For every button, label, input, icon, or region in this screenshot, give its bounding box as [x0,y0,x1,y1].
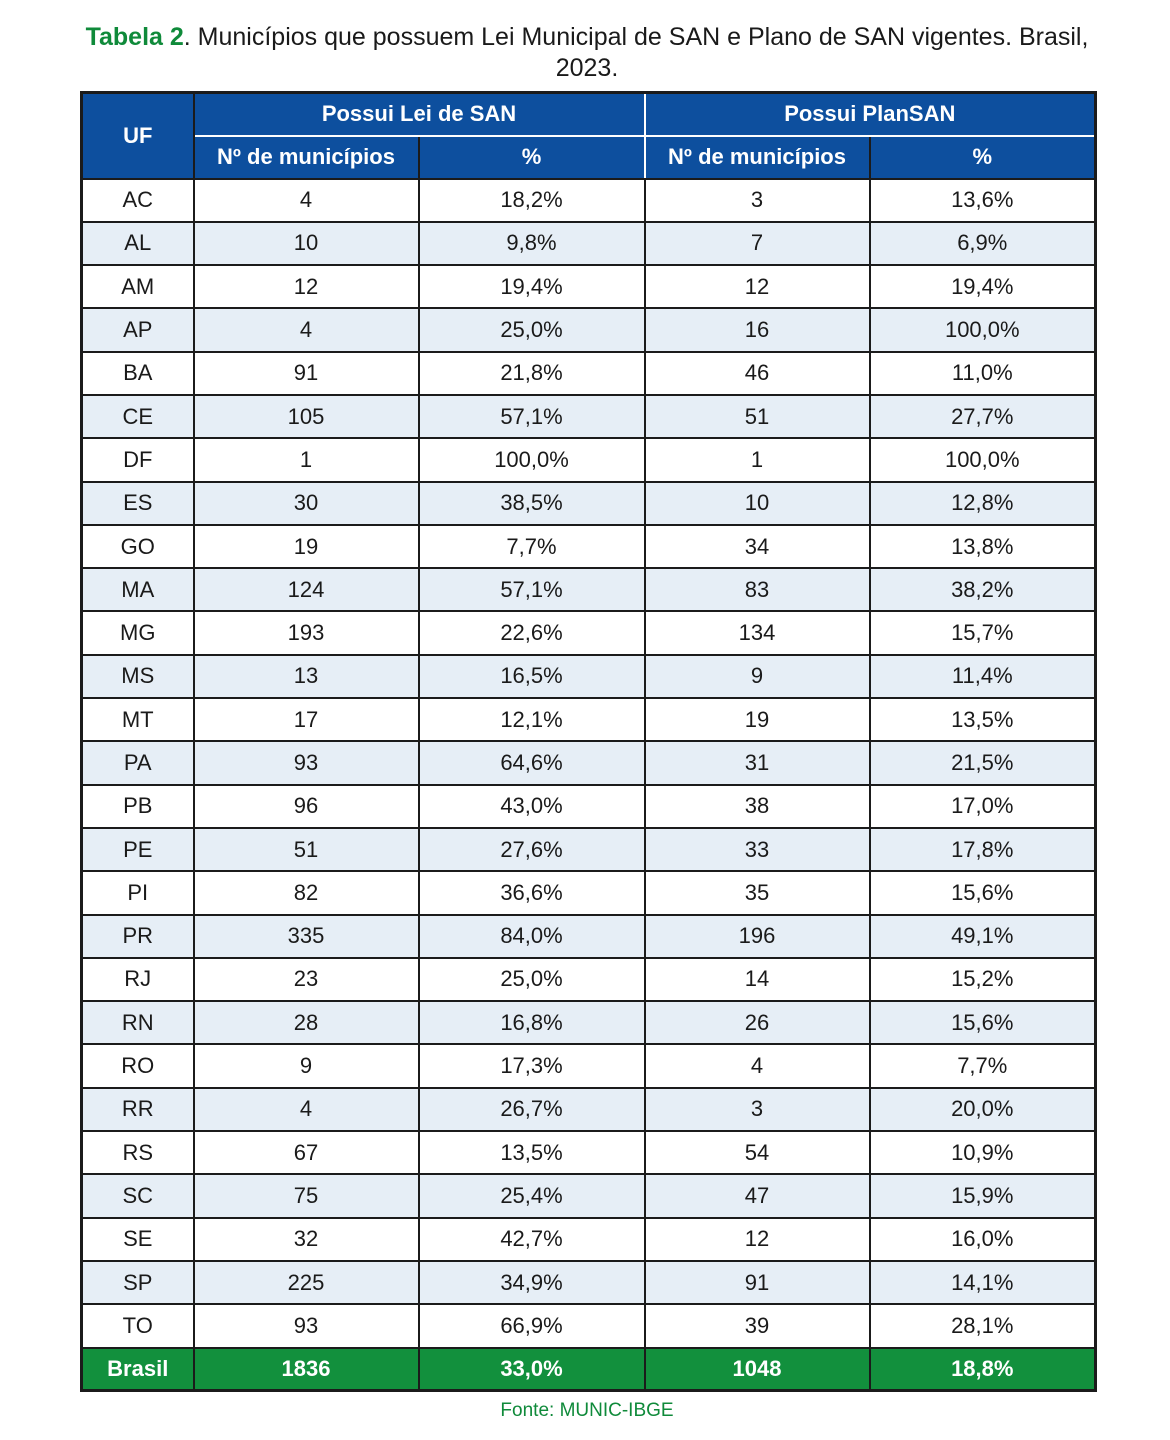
cell-lei-pct: 64,6% [419,741,645,784]
cell-uf: SE [82,1218,194,1261]
cell-lei-n: 335 [194,915,419,958]
cell-plan-pct: 100,0% [870,308,1096,351]
cell-uf: CE [82,395,194,438]
table-row [82,352,1096,395]
cell-lei-pct: 25,0% [419,958,645,1001]
table-row [82,1174,1096,1217]
cell-lei-n: 124 [194,568,419,611]
caption-label: Tabela 2 [85,23,184,51]
cell-lei-n: 75 [194,1174,419,1217]
cell-lei-n: 28 [194,1001,419,1044]
cell-lei-n: 19 [194,525,419,568]
source-note: Fonte: MUNIC-IBGE [500,1400,674,1421]
cell-uf: RR [82,1088,194,1131]
cell-plan-n: 134 [645,611,870,654]
caption-text: . Municípios que possuem Lei Municipal de SAN e Plano de SAN vigentes. Brasil, 2023. [183,23,1089,82]
total-plan-pct: 18,8% [870,1348,1096,1391]
cell-uf: MT [82,698,194,741]
cell-plan-pct: 11,4% [870,655,1096,698]
cell-plan-pct: 19,4% [870,265,1096,308]
cell-lei-pct: 57,1% [419,568,645,611]
cell-plan-n: 31 [645,741,870,784]
cell-plan-n: 83 [645,568,870,611]
cell-plan-n: 14 [645,958,870,1001]
cell-plan-n: 12 [645,1218,870,1261]
cell-uf: RS [82,1131,194,1174]
cell-lei-pct: 7,7% [419,525,645,568]
cell-lei-pct: 66,9% [419,1304,645,1347]
cell-plan-n: 46 [645,352,870,395]
cell-plan-n: 47 [645,1174,870,1217]
cell-plan-pct: 28,1% [870,1304,1096,1347]
table-row [82,482,1096,525]
table-row [82,1131,1096,1174]
table-row [82,1304,1096,1347]
cell-uf: GO [82,525,194,568]
cell-lei-n: 93 [194,1304,419,1347]
cell-lei-n: 17 [194,698,419,741]
cell-lei-n: 13 [194,655,419,698]
cell-lei-pct: 13,5% [419,1131,645,1174]
cell-plan-n: 91 [645,1261,870,1304]
cell-lei-n: 105 [194,395,419,438]
table-row [82,308,1096,351]
cell-plan-pct: 27,7% [870,395,1096,438]
cell-plan-n: 10 [645,482,870,525]
cell-uf: RN [82,1001,194,1044]
cell-plan-pct: 15,6% [870,871,1096,914]
cell-lei-n: 67 [194,1131,419,1174]
cell-lei-n: 1 [194,438,419,481]
cell-plan-pct: 16,0% [870,1218,1096,1261]
total-row [82,1348,1096,1391]
header-lei-n: Nº de municípios [194,136,419,179]
table-row [82,1001,1096,1044]
cell-uf: SC [82,1174,194,1217]
cell-plan-pct: 49,1% [870,915,1096,958]
cell-plan-pct: 38,2% [870,568,1096,611]
cell-uf: PA [82,741,194,784]
cell-lei-n: 4 [194,308,419,351]
cell-uf: AL [82,222,194,265]
cell-uf: RO [82,1044,194,1087]
table-row [82,568,1096,611]
cell-uf: PI [82,871,194,914]
table-caption [80,22,1094,84]
cell-plan-n: 51 [645,395,870,438]
cell-lei-n: 93 [194,741,419,784]
cell-uf: ES [82,482,194,525]
cell-lei-n: 51 [194,828,419,871]
cell-plan-pct: 13,6% [870,179,1096,222]
cell-plan-n: 196 [645,915,870,958]
table-row [82,222,1096,265]
cell-plan-n: 16 [645,308,870,351]
cell-lei-pct: 17,3% [419,1044,645,1087]
cell-plan-pct: 10,9% [870,1131,1096,1174]
cell-lei-pct: 16,5% [419,655,645,698]
header-plan-pct: % [870,136,1096,179]
cell-lei-pct: 42,7% [419,1218,645,1261]
table-row [82,179,1096,222]
cell-lei-n: 10 [194,222,419,265]
cell-lei-pct: 21,8% [419,352,645,395]
san-municipalities-table [80,91,1097,1392]
cell-lei-n: 9 [194,1044,419,1087]
cell-lei-pct: 43,0% [419,785,645,828]
cell-lei-n: 30 [194,482,419,525]
table-row [82,785,1096,828]
cell-plan-pct: 15,9% [870,1174,1096,1217]
cell-uf: AM [82,265,194,308]
cell-plan-pct: 17,8% [870,828,1096,871]
total-lei-pct: 33,0% [419,1348,645,1391]
table-row [82,655,1096,698]
cell-plan-n: 7 [645,222,870,265]
header-group-lei: Possui Lei de SAN [194,93,645,136]
table-row [82,1044,1096,1087]
cell-lei-n: 32 [194,1218,419,1261]
table-row [82,1218,1096,1261]
cell-uf: AP [82,308,194,351]
cell-plan-pct: 15,2% [870,958,1096,1001]
cell-uf: BA [82,352,194,395]
cell-lei-pct: 26,7% [419,1088,645,1131]
cell-lei-pct: 19,4% [419,265,645,308]
header-group-plan: Possui PlanSAN [645,93,1096,136]
cell-plan-pct: 20,0% [870,1088,1096,1131]
cell-lei-pct: 34,9% [419,1261,645,1304]
cell-plan-pct: 14,1% [870,1261,1096,1304]
cell-lei-n: 12 [194,265,419,308]
cell-plan-n: 9 [645,655,870,698]
cell-lei-n: 4 [194,1088,419,1131]
cell-lei-pct: 25,4% [419,1174,645,1217]
cell-uf: AC [82,179,194,222]
cell-lei-pct: 36,6% [419,871,645,914]
cell-plan-n: 38 [645,785,870,828]
cell-plan-pct: 11,0% [870,352,1096,395]
table-row [82,611,1096,654]
table-row [82,828,1096,871]
table-row [82,438,1096,481]
cell-lei-n: 96 [194,785,419,828]
cell-plan-pct: 21,5% [870,741,1096,784]
cell-uf: RJ [82,958,194,1001]
cell-plan-n: 3 [645,1088,870,1131]
cell-plan-pct: 6,9% [870,222,1096,265]
cell-lei-pct: 27,6% [419,828,645,871]
table-row [82,395,1096,438]
cell-uf: PB [82,785,194,828]
cell-uf: SP [82,1261,194,1304]
cell-plan-pct: 17,0% [870,785,1096,828]
cell-lei-n: 4 [194,179,419,222]
cell-uf: DF [82,438,194,481]
cell-lei-n: 225 [194,1261,419,1304]
cell-lei-pct: 12,1% [419,698,645,741]
cell-plan-n: 1 [645,438,870,481]
cell-uf: PR [82,915,194,958]
cell-plan-pct: 100,0% [870,438,1096,481]
cell-plan-n: 26 [645,1001,870,1044]
cell-lei-pct: 22,6% [419,611,645,654]
cell-lei-n: 91 [194,352,419,395]
table-row [82,525,1096,568]
header-plan-n: Nº de municípios [645,136,870,179]
table-body [82,179,1096,1348]
total-plan-n: 1048 [645,1348,870,1391]
cell-plan-n: 33 [645,828,870,871]
total-lei-n: 1836 [194,1348,419,1391]
cell-plan-n: 54 [645,1131,870,1174]
cell-plan-pct: 13,5% [870,698,1096,741]
table-row [82,915,1096,958]
header-uf: UF [82,93,194,179]
cell-plan-pct: 13,8% [870,525,1096,568]
cell-plan-n: 39 [645,1304,870,1347]
cell-lei-pct: 25,0% [419,308,645,351]
cell-lei-pct: 100,0% [419,438,645,481]
cell-plan-n: 4 [645,1044,870,1087]
cell-plan-n: 35 [645,871,870,914]
cell-lei-pct: 57,1% [419,395,645,438]
cell-lei-n: 23 [194,958,419,1001]
table-row [82,741,1096,784]
cell-uf: PE [82,828,194,871]
cell-uf: MS [82,655,194,698]
table-row [82,265,1096,308]
table-row [82,698,1096,741]
cell-plan-pct: 7,7% [870,1044,1096,1087]
cell-lei-pct: 9,8% [419,222,645,265]
cell-uf: MA [82,568,194,611]
cell-plan-pct: 15,6% [870,1001,1096,1044]
table-row [82,958,1096,1001]
cell-lei-n: 193 [194,611,419,654]
cell-uf: MG [82,611,194,654]
cell-plan-pct: 12,8% [870,482,1096,525]
cell-plan-n: 34 [645,525,870,568]
cell-lei-pct: 38,5% [419,482,645,525]
table-row [82,1261,1096,1304]
table-row [82,1088,1096,1131]
table-row [82,871,1096,914]
cell-lei-pct: 18,2% [419,179,645,222]
cell-uf: TO [82,1304,194,1347]
cell-plan-pct: 15,7% [870,611,1096,654]
cell-plan-n: 12 [645,265,870,308]
cell-lei-n: 82 [194,871,419,914]
cell-lei-pct: 16,8% [419,1001,645,1044]
cell-lei-pct: 84,0% [419,915,645,958]
header-lei-pct: % [419,136,645,179]
total-uf: Brasil [82,1348,194,1391]
cell-plan-n: 3 [645,179,870,222]
cell-plan-n: 19 [645,698,870,741]
